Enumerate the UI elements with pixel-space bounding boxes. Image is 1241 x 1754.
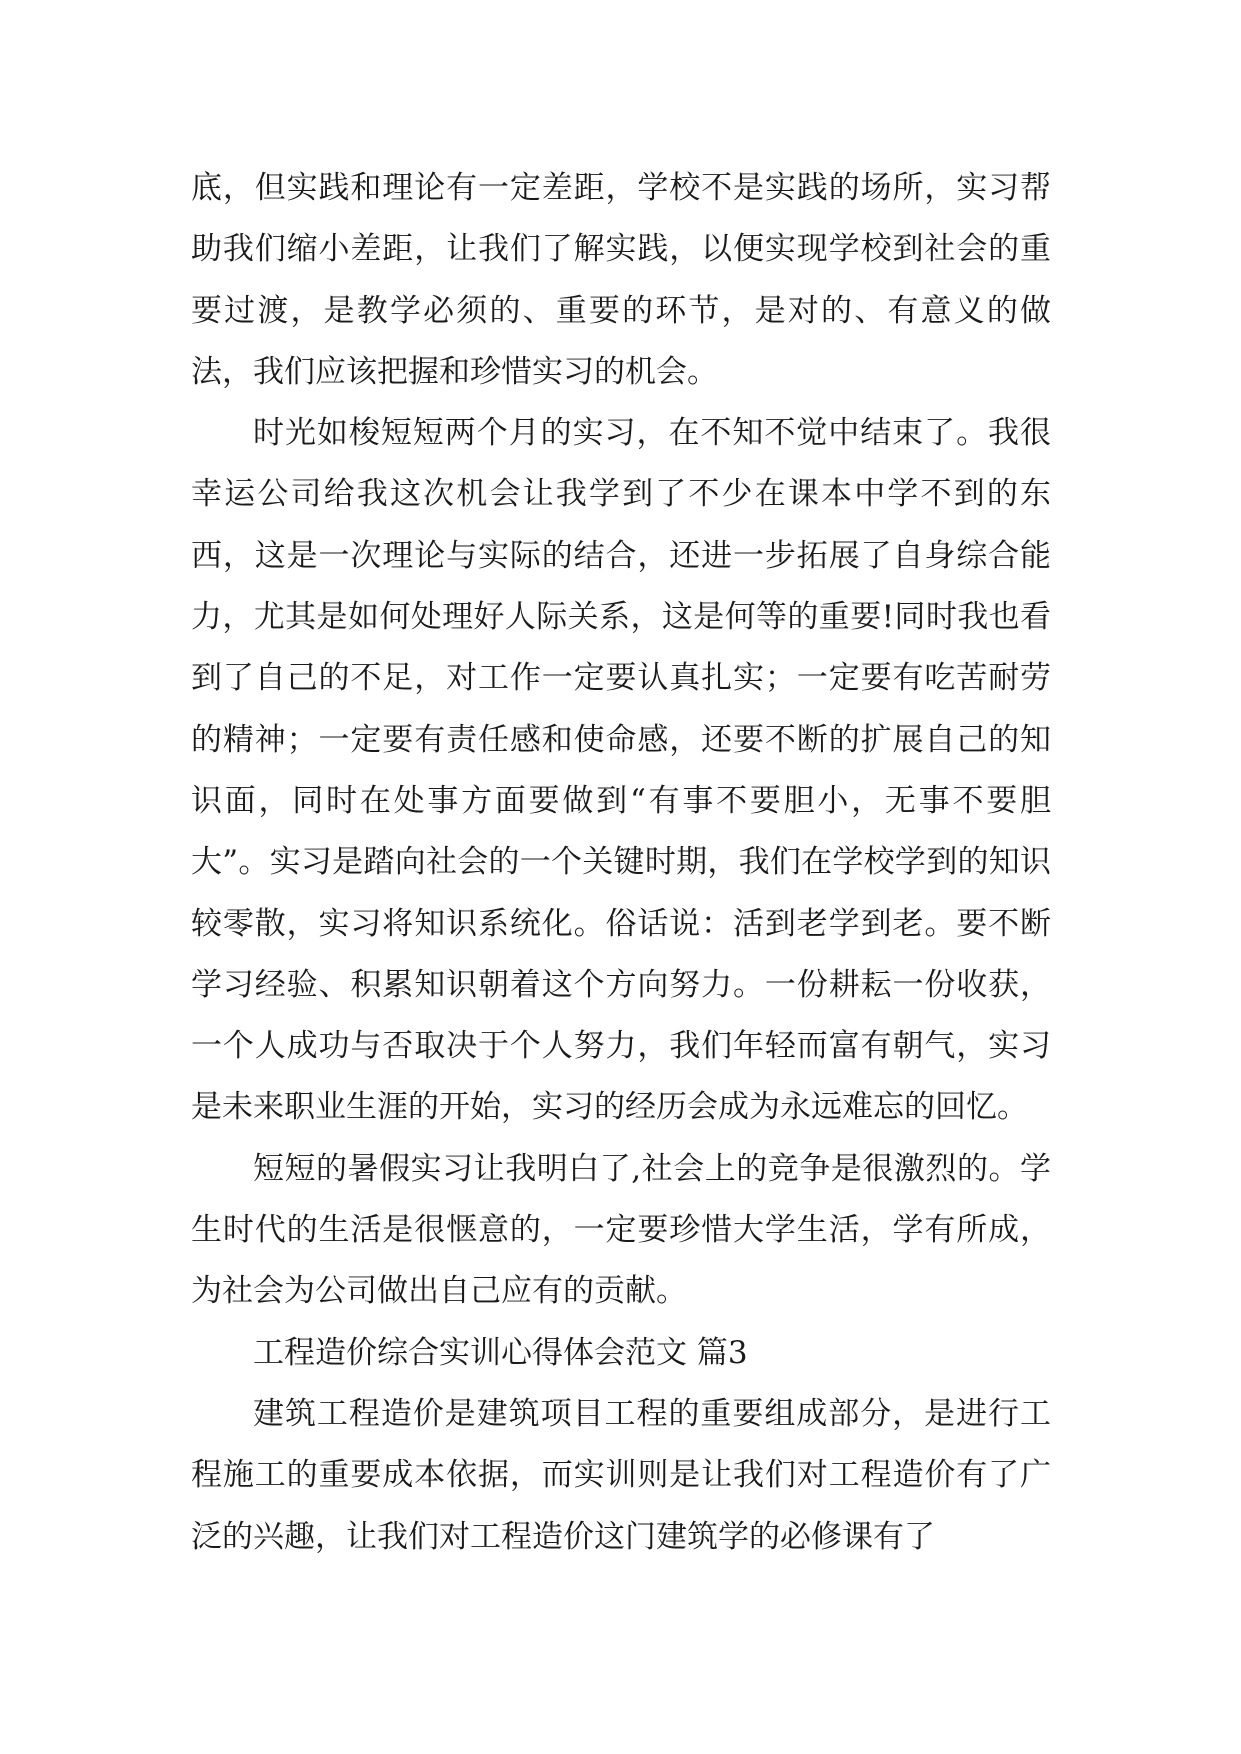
paragraph-cost-engineering: 建筑工程造价是建筑项目工程的重要组成部分，是进行工程施工的重要成本依据，而实训则是让我们对工程造价有了广泛的兴趣，让我们对工程造价这门建筑学的必修课有了 (191, 1395, 1051, 1555)
document-body (191, 158, 1051, 1568)
paragraph-internship-reflection: 时光如梭短短两个月的实习，在不知不觉中结束了。我很幸运公司给我这次机会让我学到了不少在课本中学不到的东西，这是一次理论与实际的结合，还进一步拓展了自身综合能力，尤其是如何处理好人际关系，这是何等的重要!同时我也看到了自己的不足，对工作一定要认真扎实；一定要有吃苦耐劳的精神；一定要有责任感和使命感，还要不断的扩展自己的知识面，同时在处事方面要做到“有事不要胆小，无事不要胆大”。实习是踏向社会的一个关键时期，我们在学校学到的知识较零散，实习将知识系统化。俗话说：活到老学到老。要不断学习经验、积累知识朝着这个方向努力。一份耕耘一份收获，一个人成功与否取决于个人努力，我们年轻而富有朝气，实习是未来职业生涯的开始，实习的经历会成为永远难忘的回忆。 (191, 415, 1051, 1126)
section-heading: 工程造价综合实训心得体会范文 篇3 (253, 1334, 748, 1371)
paragraph-continuation: 底，但实践和理论有一定差距，学校不是实践的场所，实习帮助我们缩小差距，让我们了解实践，以便实现学校到社会的重要过渡，是教学必须的、重要的环节，是对的、有意义的做法，我们应该把握和珍惜实习的机会。 (191, 170, 1051, 390)
paragraph-summer-internship: 短短的暑假实习让我明白了,社会上的竞争是很激烈的。学生时代的生活是很惬意的，一定要珍惜大学生活，学有所成，为社会为公司做出自己应有的贡献。 (191, 1150, 1051, 1310)
